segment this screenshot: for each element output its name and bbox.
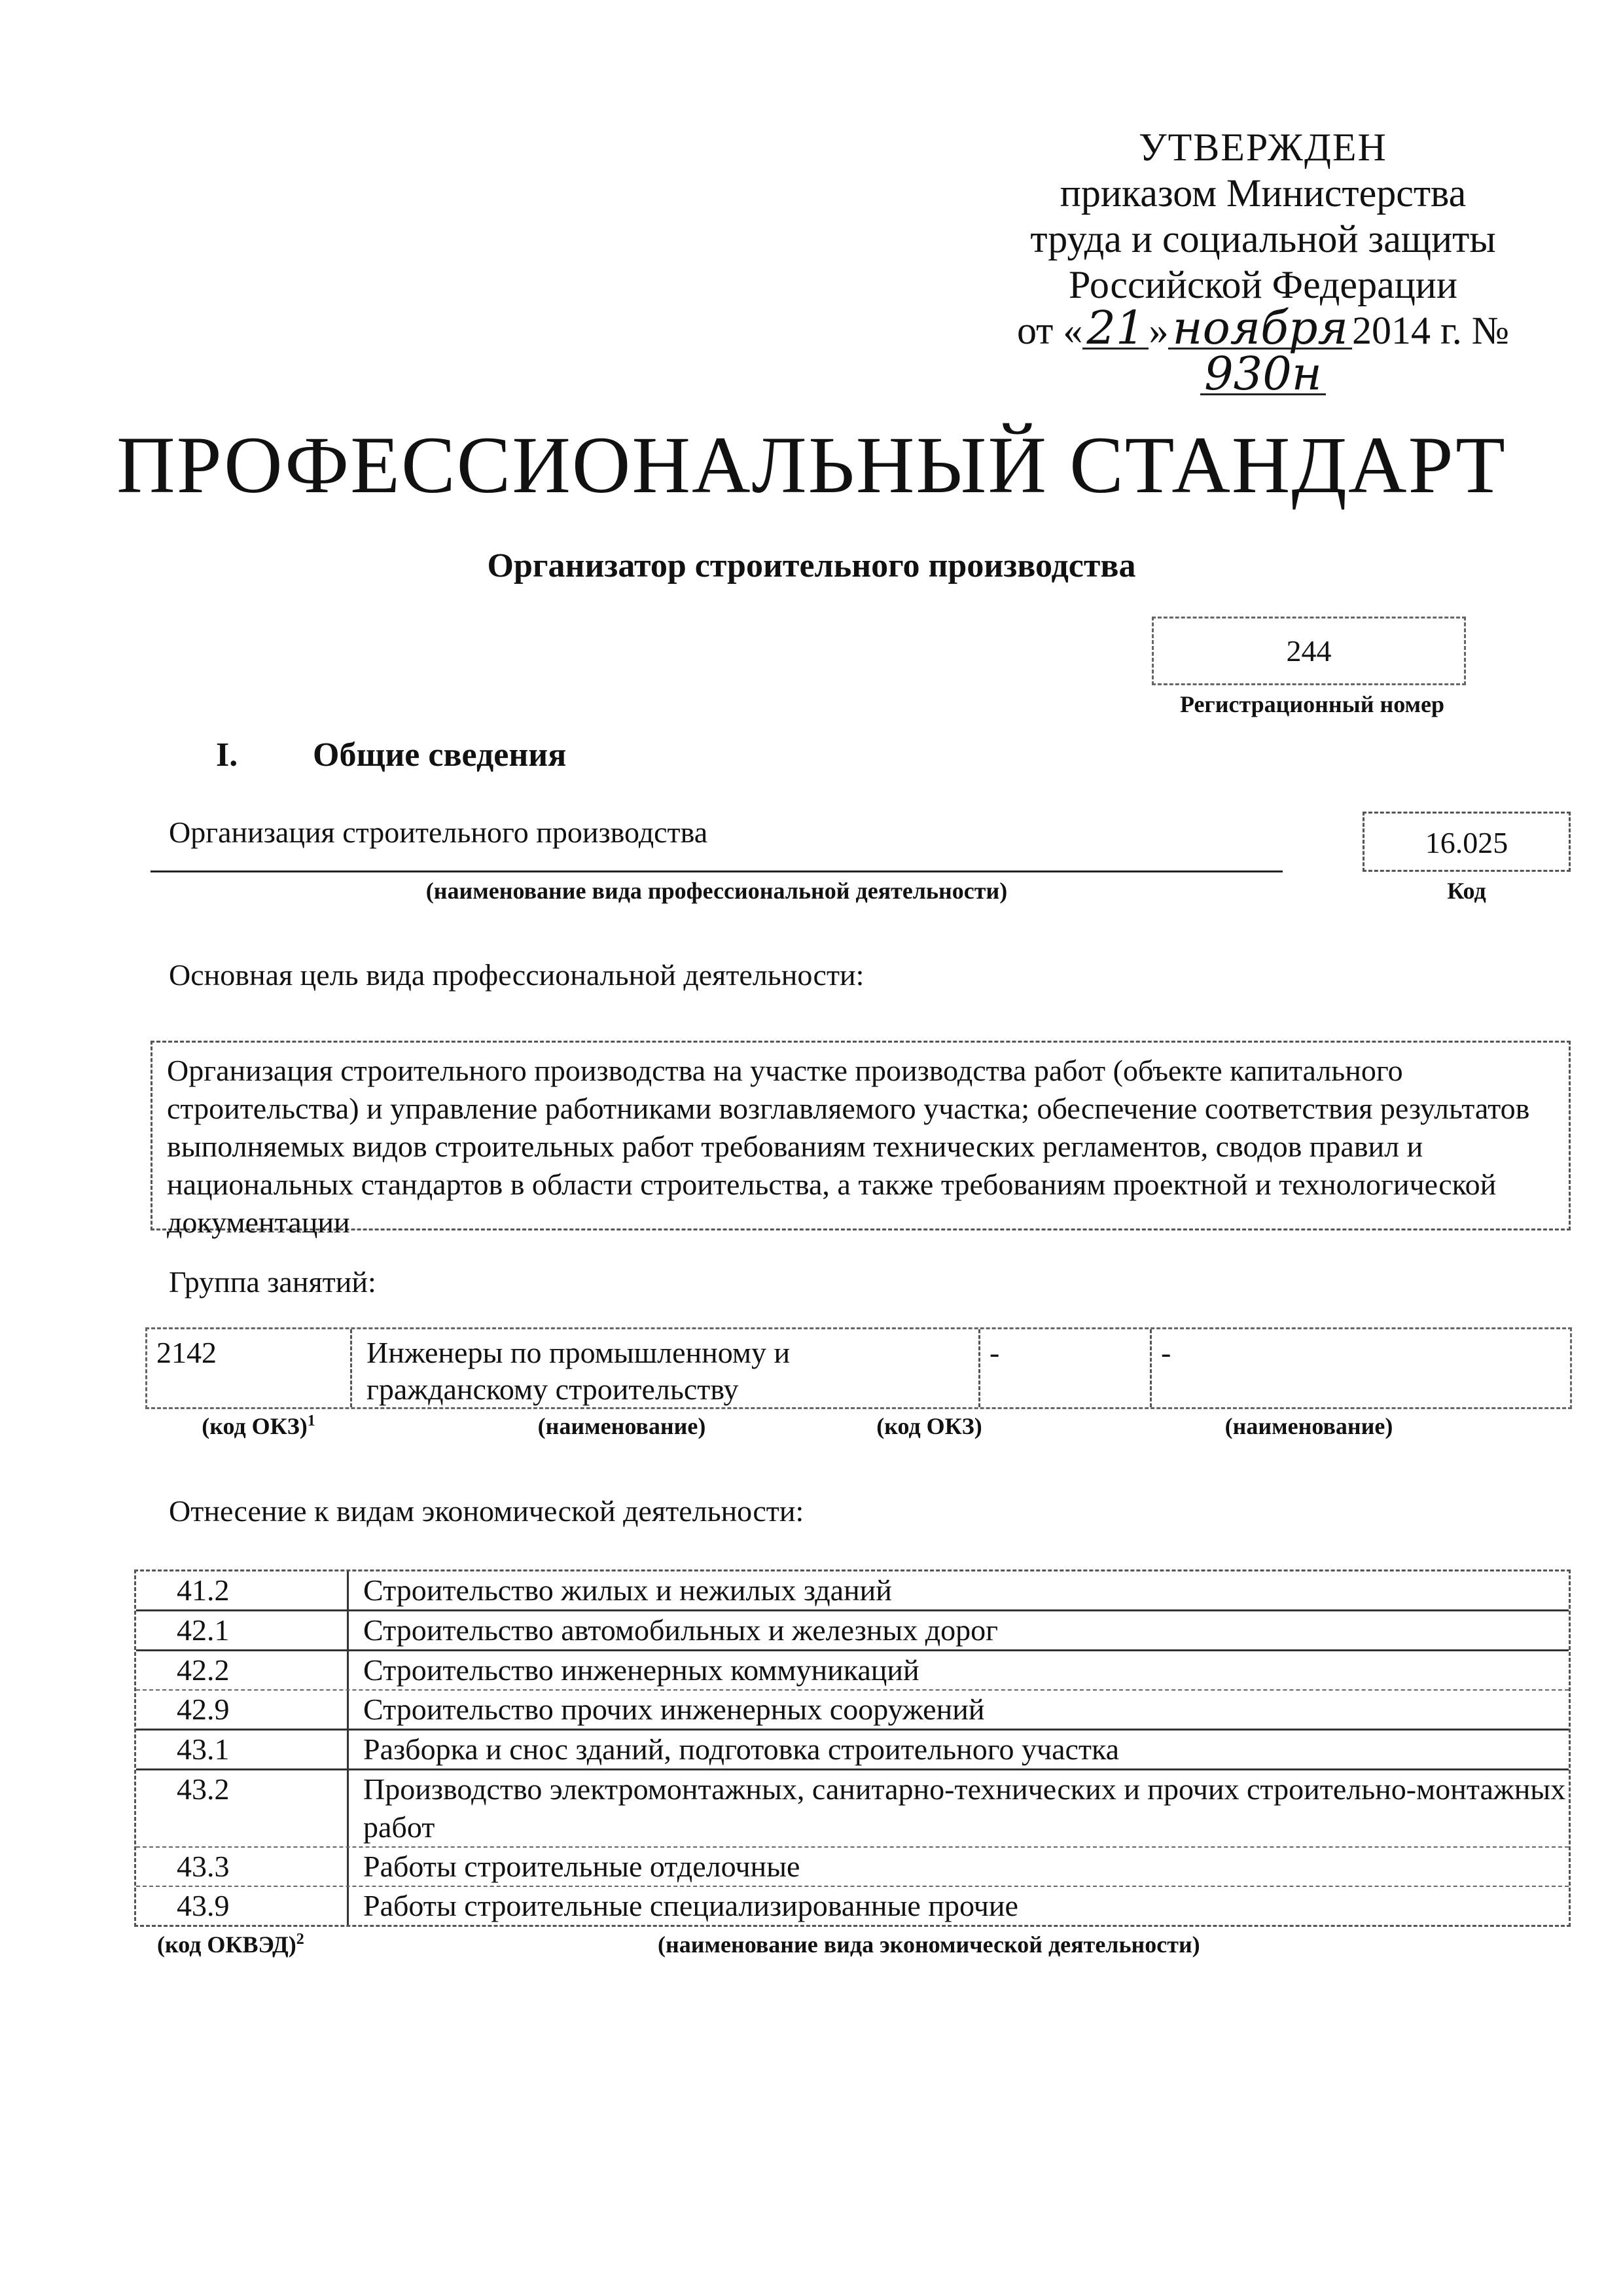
registration-number-label: Регистрационный номер xyxy=(1179,691,1445,717)
footnote-1: 1 xyxy=(307,1412,315,1429)
okved-code: 42.2 xyxy=(136,1651,349,1689)
section-title: Общие сведения xyxy=(313,736,567,774)
approval-block xyxy=(982,124,1544,399)
okved-code: 43.1 xyxy=(136,1731,349,1768)
okz-name-1: Инженеры по промышленному и гражданскому строительству xyxy=(350,1329,978,1407)
okz-code-2: - xyxy=(978,1329,1150,1407)
order-number-handwritten: 930н xyxy=(1200,354,1326,395)
okz-name-caption: (наименование) xyxy=(537,1413,706,1439)
date-day-handwritten: 21 xyxy=(1082,308,1149,350)
activity-underline xyxy=(151,870,1283,872)
okved-name: Разборка и снос зданий, подготовка строительного участка xyxy=(363,1732,1120,1766)
okved-table xyxy=(134,1570,1571,1927)
table-row xyxy=(136,1611,1569,1651)
okz-code-2-caption: (код ОКЗ) xyxy=(876,1413,982,1439)
table-row xyxy=(136,1651,1569,1691)
okved-code: 42.9 xyxy=(136,1691,349,1729)
okved-name: Строительство жилых и нежилых зданий xyxy=(363,1573,892,1607)
okved-code-caption: (код ОКВЭД)$^2$ xyxy=(157,1931,304,1958)
okved-name-caption: (наименование вида экономической деятельности) xyxy=(658,1931,1200,1958)
occupation-group-label: Группа занятий: xyxy=(169,1265,376,1299)
approval-line-2: приказом Министерства xyxy=(1060,171,1467,215)
okved-name: Строительство прочих инженерных сооружений xyxy=(363,1693,985,1726)
occupation-group-table xyxy=(145,1327,1572,1409)
activity-name: Организация строительного производства xyxy=(169,816,708,849)
okz-code-caption: (код ОКЗ)$^1$ xyxy=(202,1412,315,1439)
okved-code: 42.1 xyxy=(136,1611,349,1649)
approval-line-3: труда и социальной защиты xyxy=(1030,217,1496,260)
okved-code: 43.2 xyxy=(136,1770,349,1846)
date-year: 2014 г. № xyxy=(1351,309,1510,352)
document-title: ПРОФЕССИОНАЛЬНЫЙ СТАНДАРТ xyxy=(116,420,1507,510)
approval-date-line xyxy=(982,301,1544,401)
goal-text-box: Организация строительного производства на участке производства работ (объекте капитального строительства) и управление работниками возглавляемого участка; обеспечение соответствия результатов выполняемых видов строительных работ требованиям технических регламентов, сводов правил и национальных стандартов в области строительства, а также требованиям проектной и технологической документации xyxy=(151,1041,1571,1230)
approval-heading: УТВЕРЖДЕН xyxy=(1139,126,1387,169)
date-month-handwritten: ноября xyxy=(1168,308,1351,350)
footnote-2: 2 xyxy=(296,1931,304,1948)
document-subtitle: Организатор строительного производства xyxy=(487,547,1136,584)
goal-label: Основная цель вида профессиональной деятельности: xyxy=(169,958,865,992)
table-row xyxy=(136,1731,1569,1770)
okved-code: 43.9 xyxy=(136,1887,349,1925)
approval-line-4: Российской Федерации xyxy=(1068,263,1458,306)
okved-name: Производство электромонтажных, санитарно-технических и прочих строительно-монтажных работ xyxy=(363,1772,1566,1844)
activity-code-box: 16.025 xyxy=(1363,812,1571,872)
okz-name-2: - xyxy=(1150,1329,1570,1407)
okved-name: Работы строительные специализированные прочие xyxy=(363,1889,1018,1922)
section-number: I. xyxy=(216,736,238,774)
table-row xyxy=(136,1770,1569,1848)
okved-name: Строительство инженерных коммуникаций xyxy=(363,1653,919,1687)
okved-code: 41.2 xyxy=(136,1571,349,1609)
economic-activity-label: Отнесение к видам экономической деятельности: xyxy=(169,1494,804,1528)
table-row xyxy=(136,1691,1569,1731)
date-prefix: от « xyxy=(1016,309,1083,352)
activity-caption: (наименование вида профессиональной деятельности) xyxy=(425,878,1008,904)
okz-name-2-caption: (наименование) xyxy=(1224,1413,1393,1439)
date-day-suffix: » xyxy=(1149,309,1169,352)
okved-name: Строительство автомобильных и железных дорог xyxy=(363,1613,999,1647)
okved-name: Работы строительные отделочные xyxy=(363,1850,800,1883)
registration-number-box: 244 xyxy=(1152,617,1466,685)
okz-code-1: 2142 xyxy=(156,1336,217,1369)
table-row xyxy=(136,1848,1569,1887)
table-row xyxy=(136,1887,1569,1925)
activity-code-caption: Код xyxy=(1447,878,1486,904)
okved-code: 43.3 xyxy=(136,1848,349,1886)
table-row xyxy=(136,1571,1569,1611)
